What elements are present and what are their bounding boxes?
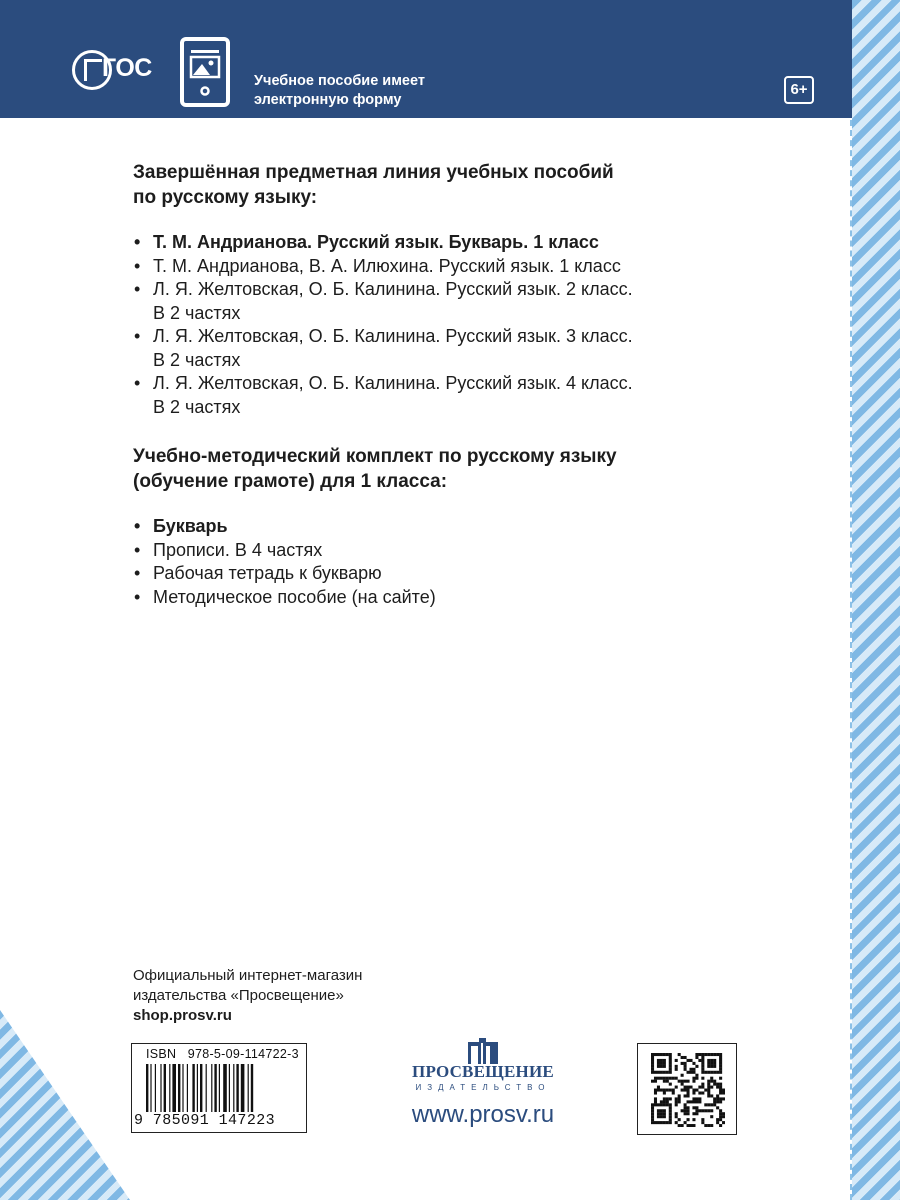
publisher-url: www.prosv.ru (411, 1101, 555, 1128)
qr-code (637, 1043, 737, 1135)
section-1-title-line-2: по русскому языку: (133, 187, 318, 208)
section-2-title-line-2: (обучение грамоте) для 1 класса: (133, 471, 448, 492)
electronic-form-note (254, 72, 425, 110)
header-band (0, 0, 852, 118)
isbn-text (146, 1047, 299, 1061)
publisher-name: ПРОСВЕЩЕНИЕ (412, 1062, 554, 1081)
list-item (133, 231, 753, 255)
eform-line-2: электронную форму (254, 92, 402, 108)
shop-info (133, 966, 362, 1026)
list-item: • Методическое пособие (на сайте) (133, 586, 753, 610)
series-book-list (133, 231, 753, 419)
list-item (133, 255, 753, 279)
shop-line-1: Официальный интернет-магазин (133, 967, 363, 984)
section-1-title-line-1: Завершённая предметная линия учебных пособий (133, 162, 614, 183)
list-item-text-continued: В 2 частях (153, 396, 241, 417)
right-striped-border (852, 0, 900, 1200)
kit-component-list (133, 515, 753, 609)
fgos-f-icon (84, 59, 102, 81)
fgos-label: ГОС (102, 54, 152, 82)
list-item-text: • Л. Я. Желтовская, О. Б. Калинина. Русский язык. 4 класс. (153, 373, 633, 393)
eform-line-1: Учебное пособие имеет (254, 73, 425, 89)
list-item: • Рабочая тетрадь к букварю (133, 562, 753, 586)
section-2-title (133, 444, 753, 494)
list-item-text-continued: В 2 частях (153, 349, 241, 370)
barcode-bars-icon (146, 1064, 296, 1112)
prosveshchenie-logo-icon (468, 1038, 498, 1064)
tablet-icon (180, 37, 230, 107)
dashed-border-line (850, 120, 852, 1200)
list-item-text: • Т. М. Андрианова, В. А. Илюхина. Русский язык. 1 класс (153, 255, 621, 276)
list-item (133, 372, 753, 419)
list-item-text: • Л. Я. Желтовская, О. Б. Калинина. Русский язык. 2 класс. (153, 279, 633, 299)
list-item-text: • Л. Я. Желтовская, О. Б. Калинина. Русский язык. 3 класс. (153, 326, 633, 346)
age-rating-badge: 6+ (784, 76, 814, 104)
list-item-text: • Т. М. Андрианова. Русский язык. Букварь. 1 класс (153, 232, 599, 252)
list-item (133, 325, 753, 372)
barcode-number: 9 785091 147223 (134, 1112, 276, 1129)
publisher-subtitle: ИЗДАТЕЛЬСТВО (415, 1083, 551, 1092)
qr-code-icon (651, 1053, 725, 1127)
shop-url: shop.prosv.ru (133, 1007, 232, 1024)
section-1-title (133, 160, 753, 210)
isbn-label: ISBN (146, 1047, 177, 1061)
fgos-logo (72, 50, 154, 94)
shop-line-2: издательства «Просвещение» (133, 987, 344, 1004)
section-2-title-line-1: Учебно-методический комплект по русскому языку (133, 446, 617, 467)
list-item-text-continued: В 2 частях (153, 302, 241, 323)
isbn-value: 978-5-09-114722-3 (187, 1047, 299, 1061)
list-item: • Прописи. В 4 частях (133, 539, 753, 563)
list-item (133, 278, 753, 325)
corner-striped-decoration (0, 1010, 130, 1200)
isbn-barcode (131, 1043, 307, 1133)
list-item: • Букварь (133, 515, 753, 539)
